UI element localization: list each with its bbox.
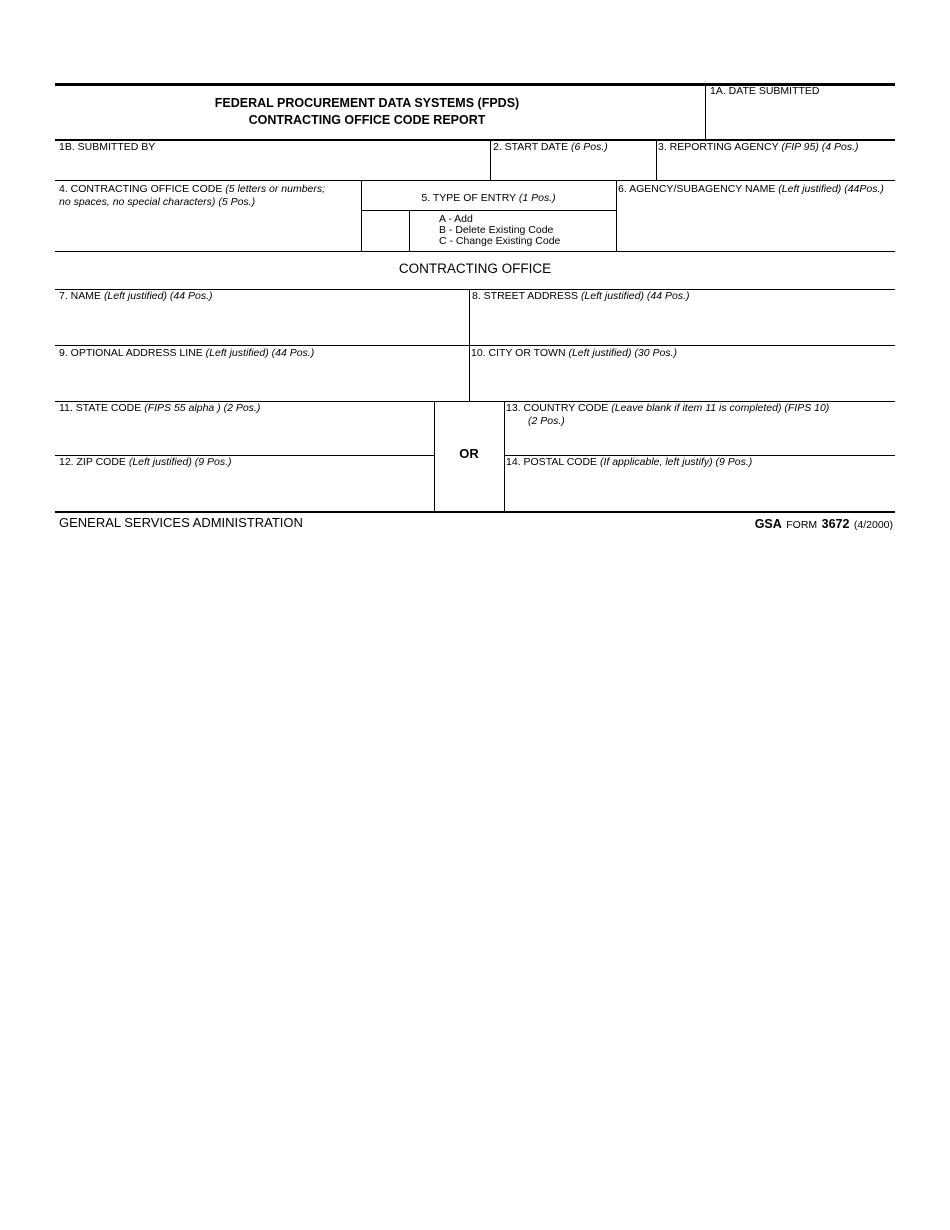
- footer-agency: GENERAL SERVICES ADMINISTRATION: [59, 515, 303, 530]
- office-code-note-1: (5 letters or numbers;: [225, 183, 326, 195]
- date-submitted-label: 1A. DATE SUBMITTED: [710, 85, 820, 97]
- country-code-line-2: [506, 415, 829, 428]
- form-word: FORM: [786, 519, 818, 531]
- zip-code-label: [59, 456, 232, 469]
- name-note: (Left justified) (44 Pos.): [103, 290, 213, 302]
- submitted-by-input[interactable]: [61, 157, 485, 177]
- office-code-line-2: [59, 196, 325, 209]
- office-code-label-text: 4. CONTRACTING OFFICE CODE: [59, 183, 223, 195]
- optional-address-label-text: 9. OPTIONAL ADDRESS LINE: [59, 347, 203, 359]
- agency-name-label: [618, 183, 884, 196]
- country-code-note-2: (2 Pos.): [528, 415, 565, 427]
- postal-code-label: [506, 456, 752, 469]
- divider: [55, 180, 895, 181]
- street-address-note: (Left justified) (44 Pos.): [580, 290, 690, 302]
- start-date-input[interactable]: [495, 157, 651, 177]
- zip-code-note: (Left justified) (9 Pos.): [128, 456, 232, 468]
- street-address-label: [472, 290, 689, 303]
- postal-code-note: (If applicable, left justify) (9 Pos.): [599, 456, 753, 468]
- street-address-input[interactable]: [475, 309, 889, 339]
- optional-address-input[interactable]: [61, 365, 465, 395]
- type-entry-input[interactable]: [364, 215, 406, 247]
- agency-name-input[interactable]: [621, 201, 889, 245]
- form-title-line-1: FEDERAL PROCUREMENT DATA SYSTEMS (FPDS): [214, 96, 520, 110]
- postal-code-input[interactable]: [509, 475, 889, 505]
- type-entry-label-text: 5. TYPE OF ENTRY: [421, 192, 516, 204]
- type-option-add: A - Add: [439, 213, 473, 225]
- divider: [409, 210, 410, 251]
- state-code-label: [59, 402, 260, 415]
- divider: [55, 251, 895, 252]
- agency-name-label-text: 6. AGENCY/SUBAGENCY NAME: [618, 183, 776, 195]
- form-revision: (4/2000): [853, 519, 893, 531]
- divider: [55, 345, 895, 346]
- or-label: OR: [459, 446, 479, 461]
- reporting-agency-note: (FIP 95) (4 Pos.): [781, 141, 859, 153]
- form-number: 3672: [821, 517, 850, 531]
- type-entry-note: (1 Pos.): [518, 192, 556, 204]
- optional-address-label: [59, 347, 314, 360]
- office-code-input[interactable]: [61, 213, 356, 245]
- divider: [490, 140, 491, 181]
- city-label: [471, 347, 677, 360]
- country-code-line-1: [506, 402, 829, 415]
- state-code-note: (FIPS 55 alpha ) (2 Pos.): [144, 402, 261, 414]
- reporting-agency-label-text: 3. REPORTING AGENCY: [658, 141, 779, 153]
- country-code-label: [506, 402, 829, 428]
- divider: [504, 401, 505, 512]
- name-label-text: 7. NAME: [59, 290, 102, 302]
- submitted-by-label: 1B. SUBMITTED BY: [59, 141, 156, 153]
- zip-code-label-text: 12. ZIP CODE: [59, 456, 126, 468]
- state-code-label-text: 11. STATE CODE: [59, 402, 142, 414]
- bottom-rule: [55, 511, 895, 513]
- zip-code-input[interactable]: [61, 475, 429, 505]
- country-code-input[interactable]: [509, 431, 889, 451]
- type-entry-options: [439, 214, 560, 247]
- optional-address-note: (Left justified) (44 Pos.): [205, 347, 315, 359]
- city-input[interactable]: [475, 365, 889, 395]
- country-code-label-text: 13. COUNTRY CODE: [506, 402, 609, 414]
- divider: [361, 210, 616, 211]
- divider: [705, 85, 706, 140]
- state-code-input[interactable]: [61, 421, 429, 449]
- postal-code-label-text: 14. POSTAL CODE: [506, 456, 598, 468]
- start-date-label-text: 2. START DATE: [493, 141, 569, 153]
- form-title: [55, 95, 679, 129]
- name-label: [59, 290, 212, 303]
- form-identifier: [755, 515, 893, 533]
- reporting-agency-label: [658, 141, 859, 154]
- start-date-note: (6 Pos.): [571, 141, 608, 153]
- office-code-note-2: no spaces, no special characters) (5 Pos.): [59, 196, 256, 208]
- form-title-line-2: CONTRACTING OFFICE CODE REPORT: [248, 113, 486, 127]
- form-gsa: GSA: [754, 517, 782, 531]
- divider: [616, 181, 617, 251]
- city-note: (Left justified) (30 Pos.): [568, 347, 677, 359]
- section-title-contracting-office: CONTRACTING OFFICE: [398, 261, 552, 276]
- divider: [656, 140, 657, 181]
- office-code-line-1: [59, 183, 325, 196]
- street-address-label-text: 8. STREET ADDRESS: [472, 290, 579, 302]
- agency-name-note: (Left justified) (44Pos.): [778, 183, 884, 195]
- type-entry-label: [361, 192, 616, 205]
- city-label-text: 10. CITY OR TOWN: [471, 347, 566, 359]
- type-option-delete: B - Delete Existing Code: [439, 224, 554, 236]
- type-option-change: C - Change Existing Code: [439, 235, 561, 247]
- reporting-agency-input[interactable]: [661, 157, 889, 177]
- start-date-label: [493, 141, 608, 154]
- office-code-label: [59, 183, 325, 209]
- date-submitted-input[interactable]: [713, 103, 889, 131]
- country-code-note: (Leave blank if item 11 is completed) (FIPS 10): [611, 402, 830, 414]
- name-input[interactable]: [61, 309, 465, 339]
